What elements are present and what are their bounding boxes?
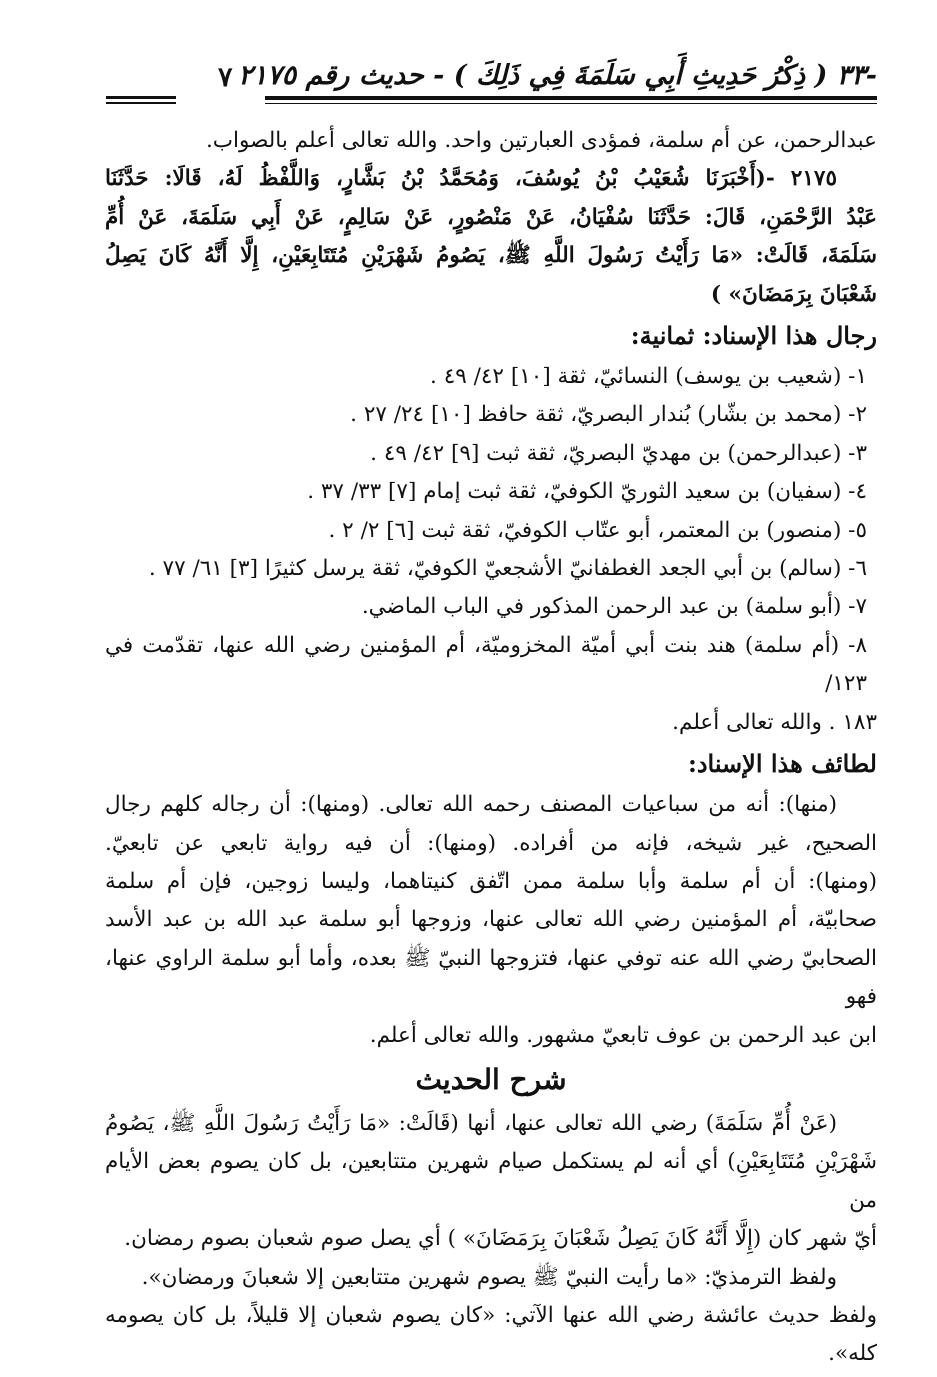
sharh-line: شَهْرَيْنِ مُتَتَابِعَيْنِ) أي أنه لم يستكمل صيام شهرين متتابعين، بل كان يصوم بعض الأيام من bbox=[105, 1149, 877, 1213]
lataif-line: (منها): أنه من سباعيات المصنف رحمه الله تعالى. (ومنها): أن رجاله كلهم رجال bbox=[105, 792, 837, 818]
narrator-item: ٧- (أبو سلمة) بن عبد الرحمن المذكور في الباب الماضي. bbox=[361, 594, 867, 620]
intro-paragraph: عبدالرحمن، عن أم سلمة، فمؤدى العبارتين واحد. والله تعالى أعلم بالصواب. bbox=[205, 128, 877, 153]
narrator-item-continued: ١٨٣ . والله تعالى أعلم. bbox=[672, 709, 877, 735]
page-number: ٧ bbox=[218, 62, 233, 93]
sharh-line: (عَنْ أُمِّ سَلَمَةَ) رضي الله تعالى عنها، أنها (قَالَتْ: «مَا رَأَيْتُ رَسُولَ اللَّهِ ﷺ، يَصُومُ bbox=[105, 1110, 837, 1136]
narrator-item: ٤- (سفيان) بن سعيد الثوريّ الكوفيّ، ثقة ثبت إمام [٧] ٣٣/ ٣٧ . bbox=[307, 479, 867, 505]
header-rule-left-thin bbox=[106, 102, 176, 104]
sharh-line: أيّ شهر كان (إِلَّا أَنَّهُ كَانَ يَصِلُ شَعْبَانَ بِرَمَضَانَ» ) أي يصل صوم شعبان بصوم رمضان. bbox=[124, 1226, 877, 1252]
lataif-line: الصحيح، غير شيخه، فإنه من أفراده. (ومنها): أن فيه رواية تابعي عن تابعيّ. bbox=[105, 830, 877, 856]
narrators-heading: رجال هذا الإسناد: ثمانية: bbox=[630, 321, 877, 351]
sharh-line: ولفظ حديث عائشة رضي الله عنها الآتي: «كان يصوم شعبان إلا قليلاً، بل كان يصومه كله». bbox=[105, 1302, 877, 1367]
sharh-line: ولفظ الترمذيّ: «ما رأيت النبيّ ﷺ يصوم شهرين متتابعين إلا شعبانَ ورمضان». bbox=[141, 1264, 837, 1290]
narrator-item: ٣- (عبدالرحمن) بن مهديّ البصريّ، ثقة ثبت [٩] ٤٢/ ٤٩ . bbox=[370, 440, 867, 466]
page-header bbox=[100, 60, 877, 100]
narrator-item: ١- (شعيب بن يوسف) النسائيّ، ثقة [١٠] ٤٢/ ٤٩ . bbox=[430, 364, 867, 390]
narrator-item: ٨- (أم سلمة) هند بنت أبي أميّة المخزوميّة، أم المؤمنين رضي الله عنها، تقدّمت في ١٢٣/ bbox=[105, 632, 867, 697]
lataif-line: الصحابيّ رضي الله عنه توفي عنها، فتزوجها النبيّ ﷺ بعده، وأما أبو سلمة الراوي عنها، فهو bbox=[105, 945, 877, 1010]
header-rule-thin bbox=[265, 103, 877, 104]
lataif-line: ابن عبد الرحمن بن عوف تابعيّ مشهور. والله تعالى أعلم. bbox=[369, 1022, 877, 1048]
narrator-item: ٢- (محمد بن بشّار) بُندار البصريّ، ثقة حافظ [١٠] ٢٤/ ٢٧ . bbox=[350, 402, 867, 428]
page-body bbox=[105, 122, 877, 1374]
narrator-item: ٥- (منصور) بن المعتمر، أبو عتّاب الكوفيّ، ثقة ثبت [٦] ٢/ ٢ . bbox=[328, 517, 867, 543]
header-rule bbox=[265, 96, 877, 100]
narrator-item: ٦- (سالم) بن أبي الجعد الغطفانيّ الأشجعيّ الكوفيّ، ثقة يرسل كثيرًا [٣] ٦١/ ٧٧ . bbox=[148, 556, 867, 582]
hadith-line: سَلَمَةَ، قَالَتْ: «مَا رَأَيْتُ رَسُولَ اللَّهِ ﷺ، يَصُومُ شَهْرَيْنِ مُتَتَابِعَيْنِ، إِلَّا أَنَّهُ كَانَ يَصِلُ bbox=[105, 243, 877, 269]
lataif-line: صحابيّة، أم المؤمنين رضي الله تعالى عنها، وزوجها أبو سلمة عبد الله بن عبد الأسد bbox=[105, 907, 877, 933]
lataif-line: (ومنها): أن أم سلمة وأبا سلمة ممن اتّفق كنيتاهما، وليسا زوجين، فإن أم سلمة bbox=[105, 868, 877, 894]
hadith-line: ٢١٧٥ -(أَخْبَرَنَا شُعَيْبُ بْنُ يُوسُفَ، وَمُحَمَّدُ بْنُ بَشَّارٍ، وَاللَّفْظُ لَهُ، قَالَا: حَدَّثَنَا bbox=[105, 166, 837, 192]
lataif-heading: لطائف هذا الإسناد: bbox=[687, 749, 877, 779]
header-rule-left bbox=[106, 96, 176, 99]
section-title: شرح الحديث bbox=[415, 1062, 567, 1096]
hadith-line: شَعْبَانَ بِرَمَضَانَ» ) bbox=[710, 281, 877, 307]
hadith-line: عَبْدُ الرَّحْمَنِ، قَالَ: حَدَّثَنَا سُفْيَانُ، عَنْ مَنْصُورٍ، عَنْ سَالِمٍ، عَنْ أَبِي سَلَمَةَ، عَنْ أُمِّ bbox=[105, 204, 877, 230]
chapter-title: -٣٣ ( ذِكْرُ حَدِيثِ أَبِي سَلَمَةَ فِي ذَلِكَ ) - حديث رقم ٢١٧٥ bbox=[238, 60, 877, 91]
